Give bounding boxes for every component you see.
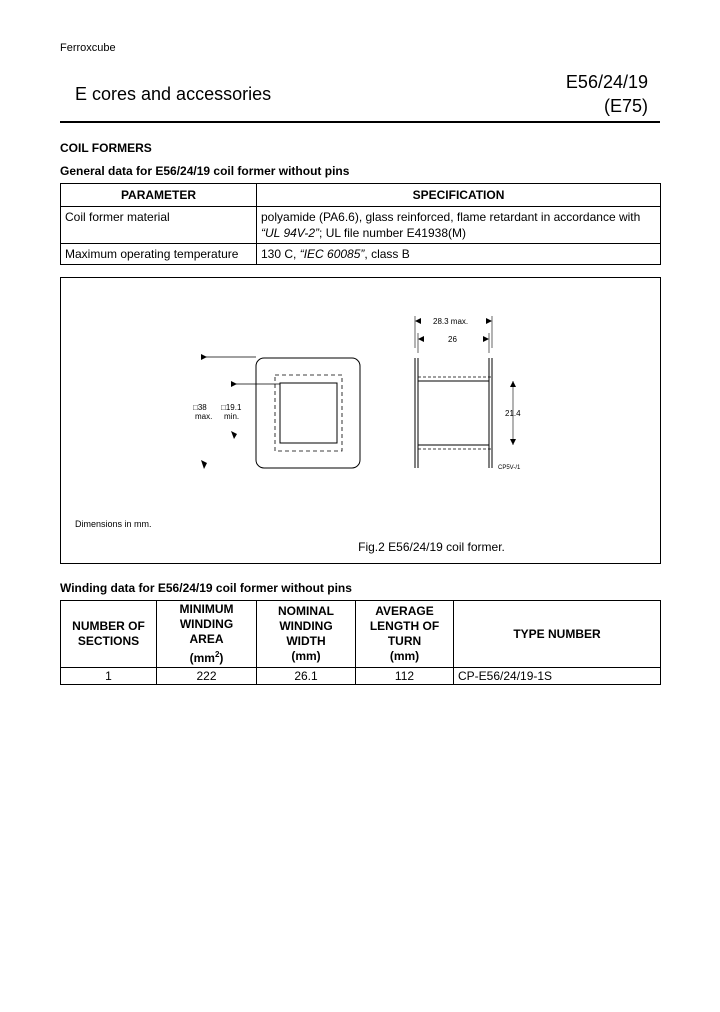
arrow-icon <box>415 318 421 324</box>
col-parameter: PARAMETER <box>61 184 257 207</box>
part-alias: (E75) <box>603 96 648 116</box>
header-text: AVERAGE <box>375 604 434 618</box>
part-code: E56/24/19 <box>565 72 648 92</box>
header-text: TURN <box>387 634 422 648</box>
winding-area-dashed <box>275 375 342 451</box>
general-data-table <box>60 183 661 265</box>
dim-191-label: □19.1 <box>221 403 242 412</box>
spec-text: polyamide (PA6.6), glass reinforced, flame retardant in accordance with <box>261 210 641 224</box>
col-sections <box>61 601 157 668</box>
drawing-code: CP5V-/1 <box>498 465 521 471</box>
arrow-icon <box>231 381 237 387</box>
cell-type: CP-E56/24/19-1S <box>454 668 661 685</box>
spec-text: C, <box>281 247 300 261</box>
dim-26-label: 26 <box>448 335 457 344</box>
col-area <box>157 601 257 668</box>
dimensions-note: Dimensions in mm. <box>75 519 152 529</box>
arrow-icon <box>231 431 237 439</box>
arrow-icon <box>201 460 207 469</box>
arrow-icon <box>510 439 516 445</box>
arrow-icon <box>486 318 492 324</box>
header-text: (mm <box>189 651 215 665</box>
col-specification: SPECIFICATION <box>257 184 661 207</box>
header-text: SECTIONS <box>77 634 140 648</box>
spec-cell <box>257 207 661 244</box>
header-text: WINDING <box>279 619 333 633</box>
header-text: MINIMUM <box>179 602 234 616</box>
cell-area: 222 <box>157 668 257 685</box>
cell-turn: 112 <box>356 668 454 685</box>
arrow-icon <box>483 336 489 342</box>
winding-data-table <box>60 600 661 685</box>
dim-38-label: □38 <box>193 403 207 412</box>
table-row <box>61 207 661 244</box>
figure-caption: Fig.2 E56/24/19 coil former. <box>358 540 505 554</box>
figure-box <box>60 277 661 564</box>
header-text: (mm) <box>291 649 321 663</box>
spec-text: , class B <box>364 247 410 261</box>
dim-max-label: max. <box>195 412 213 421</box>
table-row <box>61 244 661 265</box>
brand-name: Ferroxcube <box>60 42 116 54</box>
inner-window <box>280 383 337 443</box>
table-row <box>61 668 661 685</box>
header-text: LENGTH OF <box>369 619 440 633</box>
spec-text: ; UL file number E41938(M) <box>319 226 466 240</box>
header-text: AREA <box>189 632 224 646</box>
general-data-heading: General data for E56/24/19 coil former without pins <box>60 164 350 178</box>
page-title: E cores and accessories <box>75 84 272 104</box>
spec-standard: “UL 94V-2” <box>261 226 320 240</box>
header-text: (mm) <box>389 649 420 663</box>
param-cell: Maximum operating temperature <box>61 244 257 265</box>
col-turn <box>356 601 454 668</box>
section-title: COIL FORMERS <box>60 141 152 155</box>
col-type: TYPE NUMBER <box>454 601 661 668</box>
dim-283-label: 28.3 max. <box>433 317 469 326</box>
dim-min-label: min. <box>224 412 240 421</box>
header-sup: 2 <box>214 650 220 659</box>
col-width <box>257 601 356 668</box>
cell-width: 26.1 <box>257 668 356 685</box>
param-cell: Coil former material <box>61 207 257 244</box>
arrow-icon <box>510 381 516 387</box>
header-text: NOMINAL <box>278 604 334 618</box>
header-text: WINDING <box>179 617 234 631</box>
table-header-row <box>61 184 661 207</box>
arrow-icon <box>418 336 424 342</box>
spec-text: 130 <box>261 247 282 261</box>
header-text: NUMBER OF <box>72 619 145 633</box>
cell-sections: 1 <box>61 668 157 685</box>
arrow-icon <box>201 354 207 360</box>
header-text: WIDTH <box>286 634 326 648</box>
flange-outline <box>256 358 360 468</box>
winding-data-heading: Winding data for E56/24/19 coil former without pins <box>60 581 352 595</box>
spec-standard: “IEC 60085” <box>299 247 365 261</box>
table-header-row <box>61 601 661 668</box>
dim-214-label: 21.4 <box>505 409 521 418</box>
spec-cell <box>257 244 661 265</box>
header-rule <box>60 121 660 123</box>
header-text: ) <box>219 651 224 665</box>
